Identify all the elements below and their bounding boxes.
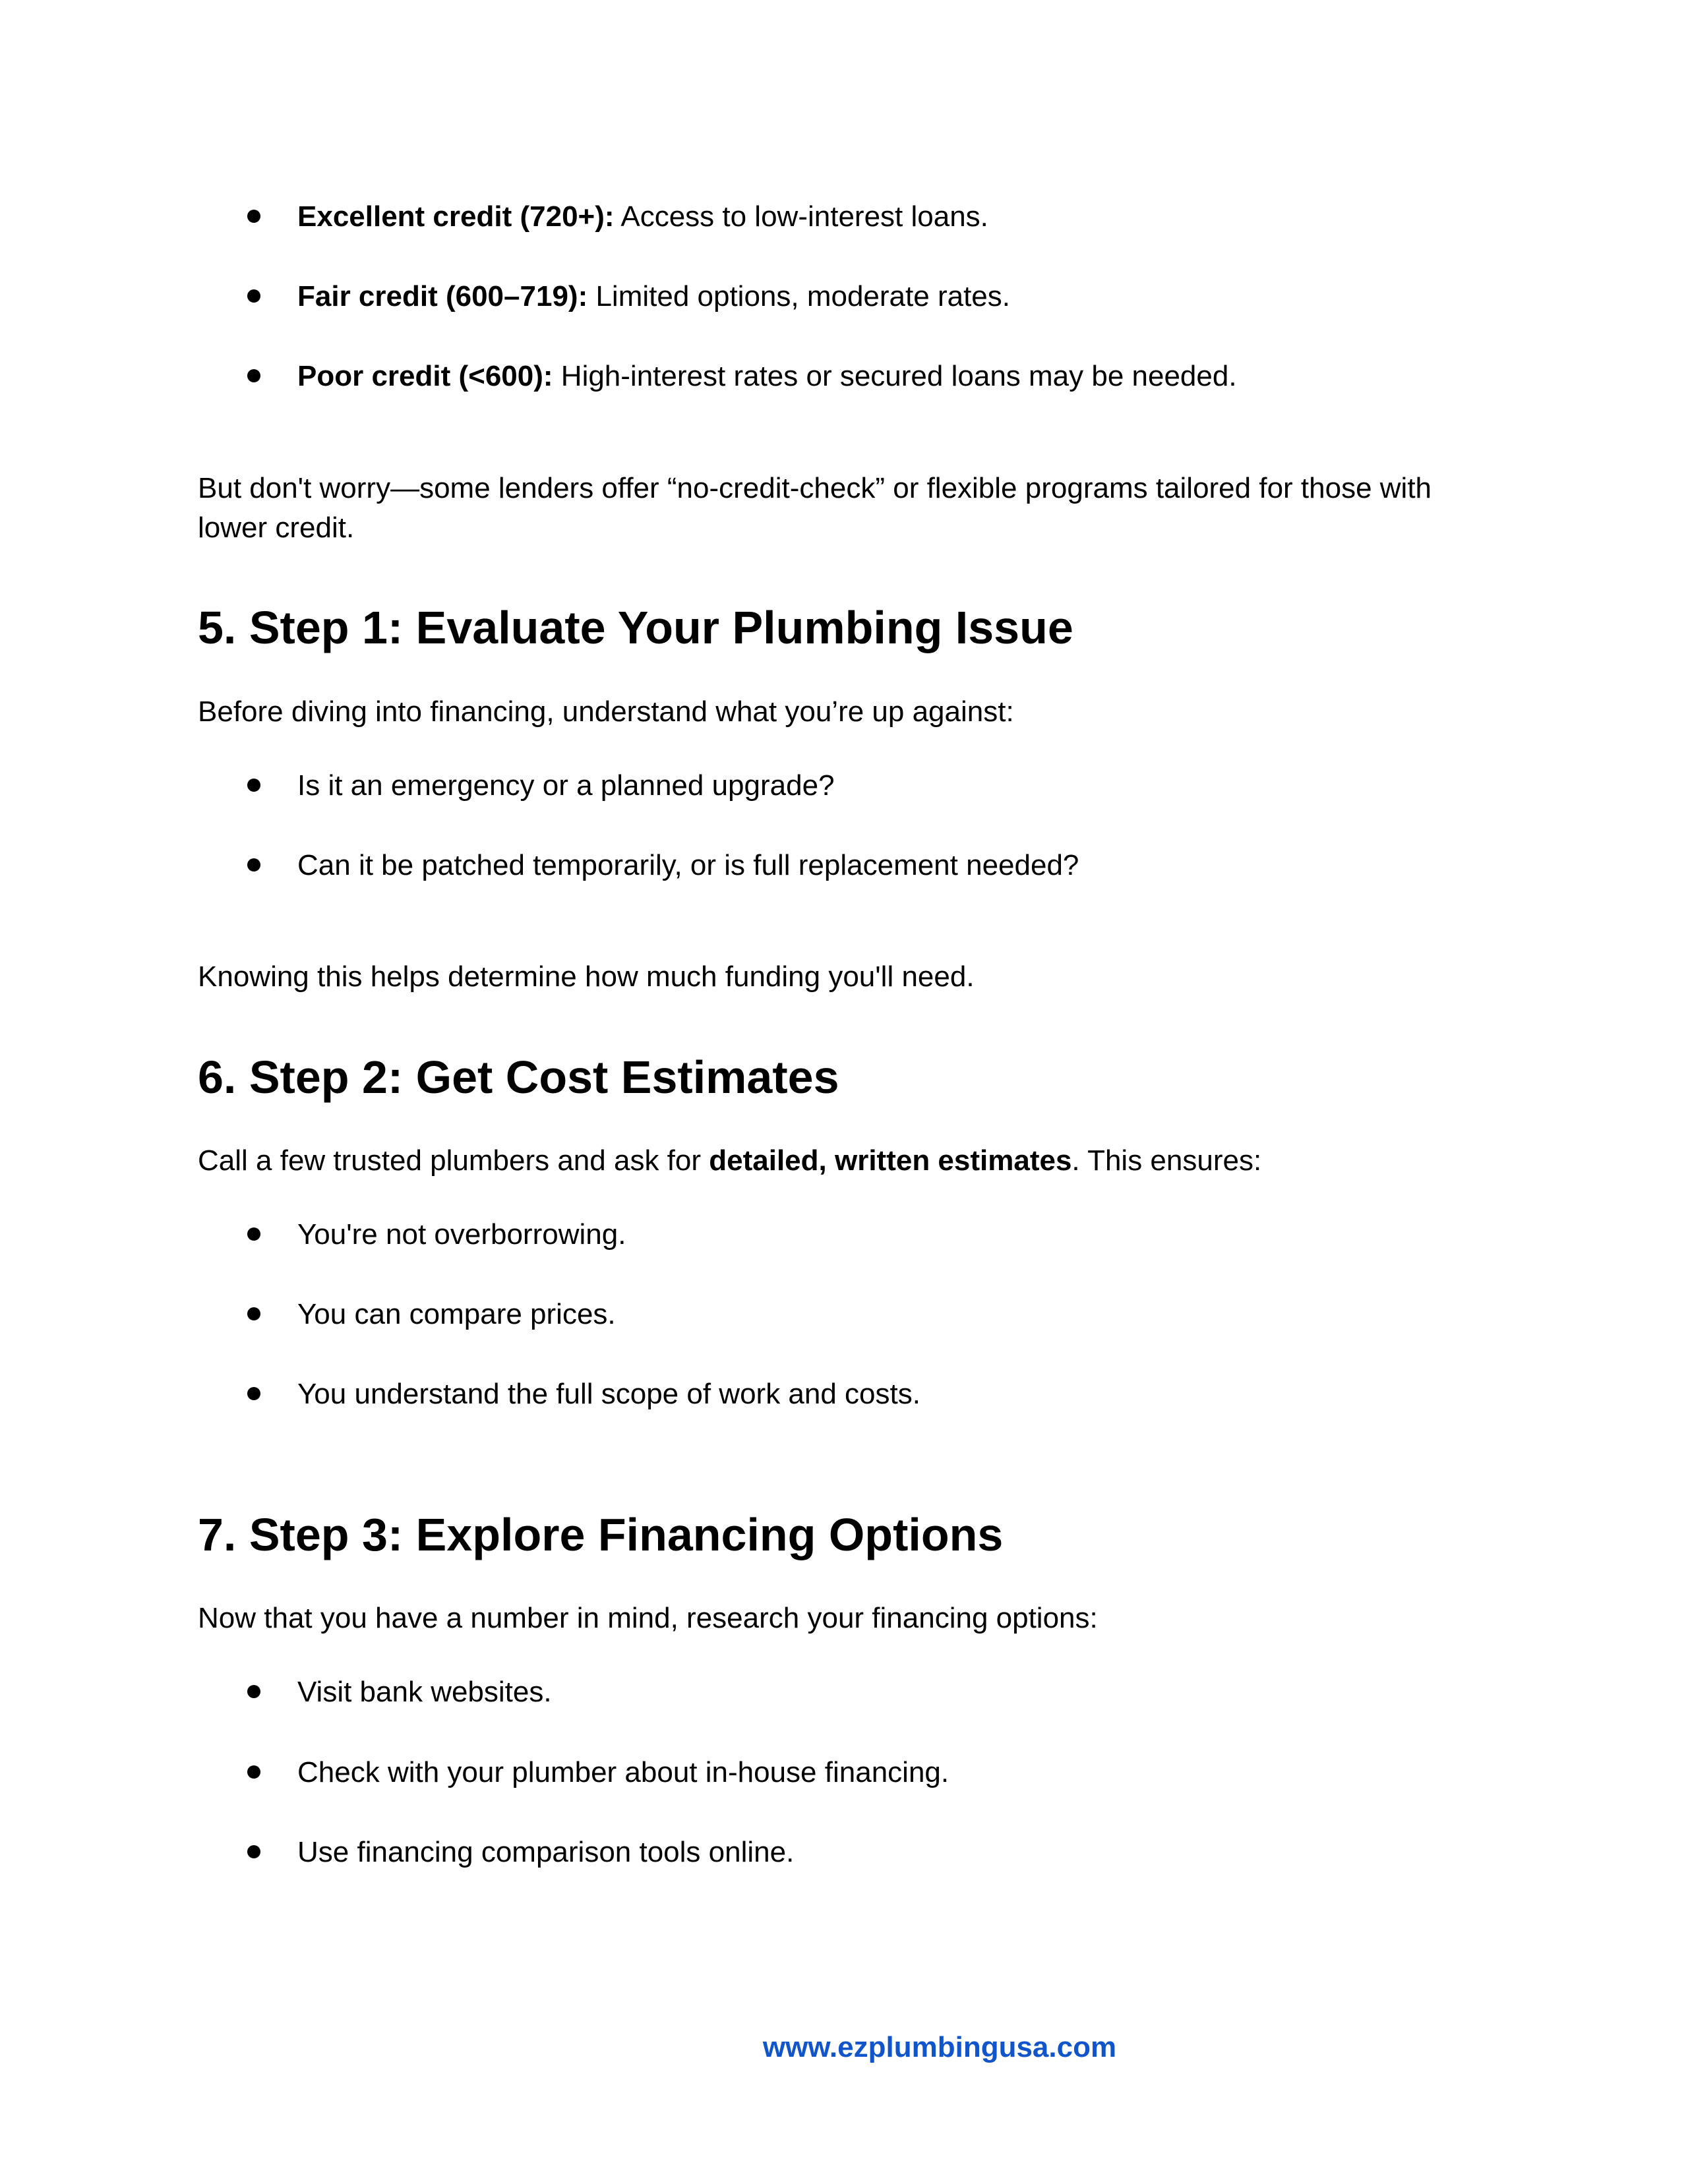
bullet-icon bbox=[247, 369, 260, 382]
bullet-icon bbox=[247, 1685, 260, 1698]
credit-text: Limited options, moderate rates. bbox=[588, 280, 1010, 312]
credit-note: But don't worry—some lenders offer “no-credit-check” or flexible programs tailored for those with lower credit. bbox=[198, 472, 1432, 544]
step2-intro: Call a few trusted plumbers and ask for detailed, written estimates. This ensures: bbox=[198, 1144, 1262, 1177]
list-item-text: You can compare prices. bbox=[297, 1298, 616, 1330]
section-heading-step3: 7. Step 3: Explore Financing Options bbox=[198, 1509, 1004, 1560]
list-item-text: Can it be patched temporarily, or is full replacement needed? bbox=[297, 849, 1079, 881]
emphasis: detailed, written estimates bbox=[709, 1144, 1072, 1177]
credit-label: Fair credit (600–719): bbox=[297, 280, 588, 312]
bullet-icon bbox=[247, 1227, 260, 1241]
bullet-icon bbox=[247, 289, 260, 303]
credit-text: Access to low-interest loans. bbox=[614, 200, 988, 233]
footer-website-link[interactable]: www.ezplumbingusa.com bbox=[762, 2031, 1117, 2063]
list-item-text: Visit bank websites. bbox=[297, 1676, 552, 1708]
credit-label: Poor credit (<600): bbox=[297, 360, 553, 392]
bullet-icon bbox=[247, 210, 260, 223]
list-item-text: Is it an emergency or a planned upgrade? bbox=[297, 769, 835, 802]
list-item-text: Check with your plumber about in-house financing. bbox=[297, 1756, 950, 1788]
bullet-icon bbox=[247, 1387, 260, 1400]
credit-label: Excellent credit (720+): bbox=[297, 200, 615, 233]
section-heading-step1: 5. Step 1: Evaluate Your Plumbing Issue bbox=[198, 602, 1073, 653]
credit-text: High-interest rates or secured loans may be needed. bbox=[553, 360, 1237, 392]
bullet-icon bbox=[247, 1765, 260, 1779]
step3-intro: Now that you have a number in mind, research your financing options: bbox=[198, 1602, 1098, 1634]
bullet-icon bbox=[247, 858, 260, 871]
list-item-text: Use financing comparison tools online. bbox=[297, 1836, 795, 1868]
list-item-text: You understand the full scope of work and costs. bbox=[297, 1378, 920, 1410]
bullet-icon bbox=[247, 1307, 260, 1320]
list-item-text: You're not overborrowing. bbox=[297, 1218, 626, 1251]
bullet-icon bbox=[247, 1845, 260, 1858]
section-heading-step2: 6. Step 2: Get Cost Estimates bbox=[198, 1051, 839, 1103]
step1-intro: Before diving into financing, understand what you’re up against: bbox=[198, 695, 1014, 728]
document-page bbox=[198, 0, 1490, 2184]
step1-outro: Knowing this helps determine how much funding you'll need. bbox=[198, 960, 975, 993]
bullet-icon bbox=[247, 779, 260, 792]
